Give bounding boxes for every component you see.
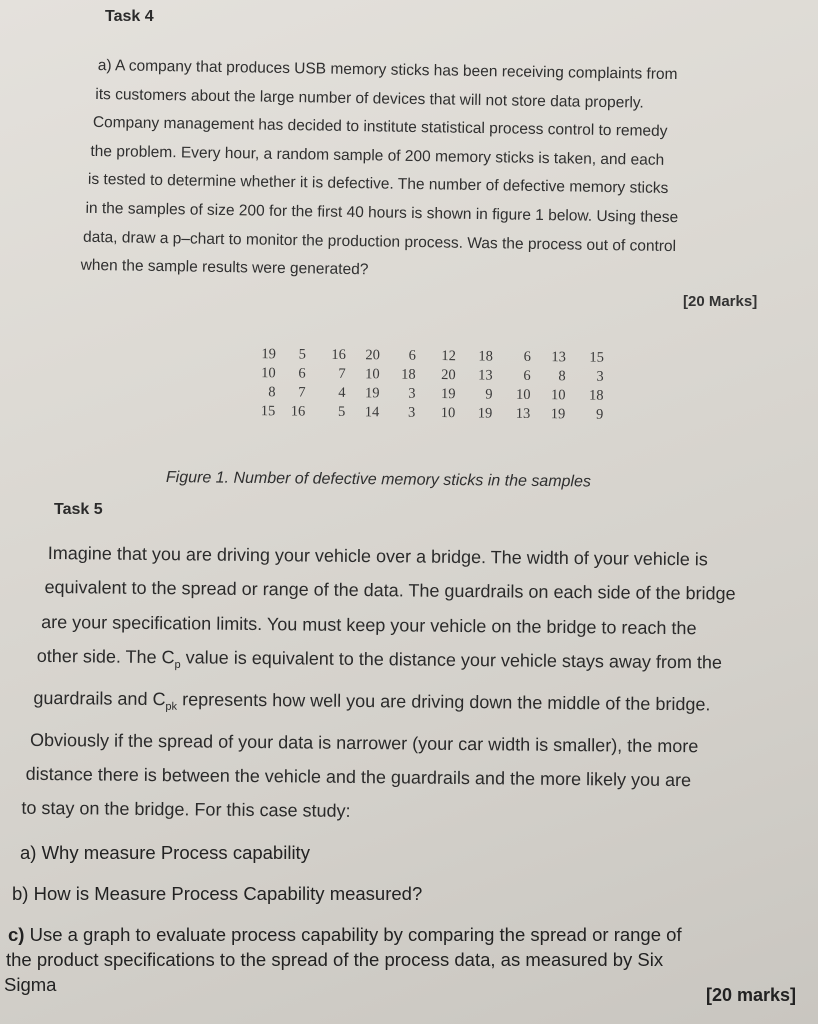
task4-line: its customers about the large number of devices that will not store data properly. [95, 85, 644, 112]
question-c-line: Use a graph to evaluate process capability by comparing the spread or range of [24, 924, 682, 945]
task5-marks: [20 marks] [706, 985, 797, 1005]
table-cell: 3 [596, 368, 604, 385]
task5-line: are your specification limits. You must keep your vehicle on the bridge to reach the [41, 611, 697, 638]
question-a: a) Why measure Process capability [20, 842, 310, 863]
task5-line: to stay on the bridge. For this case study: [21, 798, 351, 822]
task4-line: Company management has decided to institute statistical process control to remedy [92, 114, 668, 141]
table-cell: 18 [478, 348, 493, 365]
table-cell: 5 [337, 403, 346, 421]
table-cell: 19 [477, 405, 493, 422]
table-cell: 3 [407, 404, 416, 421]
question-c-label: c) [8, 924, 25, 945]
task5-line [33, 681, 806, 730]
task5-line: Obviously if the spread of your data is narrower (your car width is smaller), the more [29, 729, 699, 756]
task4-line: a) A company that produces USB memory sticks has been receiving complaints from [97, 56, 678, 84]
table-cell: 10 [515, 386, 531, 403]
task4-line: in the samples of size 200 for the first 40 hours is shown in figure 1 below. Using these [85, 199, 679, 227]
table-cell: 19 [550, 406, 566, 423]
question-b: b) How is Measure Process Capability measured? [12, 883, 423, 904]
task4-heading: Task 4 [105, 8, 154, 25]
task5-line: Imagine that you are driving your vehicle over a bridge. The width of your vehicle is [47, 542, 708, 570]
table-cell: 3 [408, 385, 416, 402]
table-cell: 5 [298, 346, 306, 363]
table-cell: 8 [558, 368, 566, 385]
table-cell: 6 [523, 348, 531, 365]
table-cell: 6 [408, 347, 416, 364]
table-cell: 18 [588, 387, 604, 404]
table-cell: 7 [298, 384, 306, 401]
task5-line: equivalent to the spread or range of the data. The guardrails on each side of the bridge [44, 577, 736, 604]
table-cell: 15 [260, 403, 276, 420]
table-cell: 4 [338, 384, 346, 402]
table-cell: 20 [365, 347, 380, 364]
table-cell: 18 [401, 366, 416, 383]
table-cell: 9 [485, 386, 493, 403]
cpk-sentence: guardrails and $C_{pk}$ represents how well you are driving down the middle of the bridge. [33, 687, 711, 715]
question-c [4, 922, 682, 997]
table-cell: 6 [298, 365, 306, 382]
table-cell: 15 [589, 349, 604, 366]
table-cell: 19 [440, 386, 456, 403]
table-cell: 8 [268, 384, 276, 401]
task4-part-a-text [80, 52, 788, 292]
task4-line: when the sample results were generated? [80, 256, 369, 279]
table-cell: 6 [523, 367, 531, 384]
table-cell: 10 [261, 365, 276, 382]
table-cell: 10 [550, 387, 566, 404]
table-cell: 20 [441, 367, 456, 384]
table-cell: 13 [515, 405, 531, 422]
table-cell: 10 [440, 405, 456, 422]
table-cell: 16 [331, 346, 346, 364]
task5-heading: Task 5 [54, 501, 103, 518]
table-cell: 12 [441, 348, 456, 365]
task4-line: data, draw a p–chart to monitor the production process. Was the process out of control [82, 228, 677, 255]
table-cell: 14 [364, 404, 380, 421]
task5-line: distance there is between the vehicle and the guardrails and the more likely you are [25, 763, 692, 791]
task4-line: is tested to determine whether it is defective. The number of defective memory sticks [87, 171, 669, 198]
defects-table [249, 346, 610, 426]
table-cell: 16 [290, 403, 306, 420]
task5-text [21, 536, 808, 833]
table-cell: 13 [478, 367, 493, 384]
task4-marks: [20 Marks] [683, 293, 758, 310]
table-cell: 19 [364, 385, 380, 402]
table-cell: 7 [338, 365, 346, 383]
question-c-line: the product specifications to the spread of the process data, as measured by Six [6, 949, 664, 970]
table-row [249, 403, 609, 426]
table-cell: 13 [551, 349, 566, 366]
task4-line: the problem. Every hour, a random sample of 200 memory sticks is taken, and each [90, 142, 665, 169]
table-cell: 9 [595, 406, 604, 423]
question-c-line: Sigma [4, 974, 57, 995]
task5-line [37, 639, 807, 688]
table-cell: 19 [261, 346, 276, 363]
figure-caption: Figure 1. Number of defective memory sticks in the samples [165, 469, 592, 491]
cp-sentence-start: other side. The $C_p$ value is equivalent to the distance your vehicle stays away from the [36, 645, 723, 673]
table-cell: 10 [365, 366, 380, 383]
